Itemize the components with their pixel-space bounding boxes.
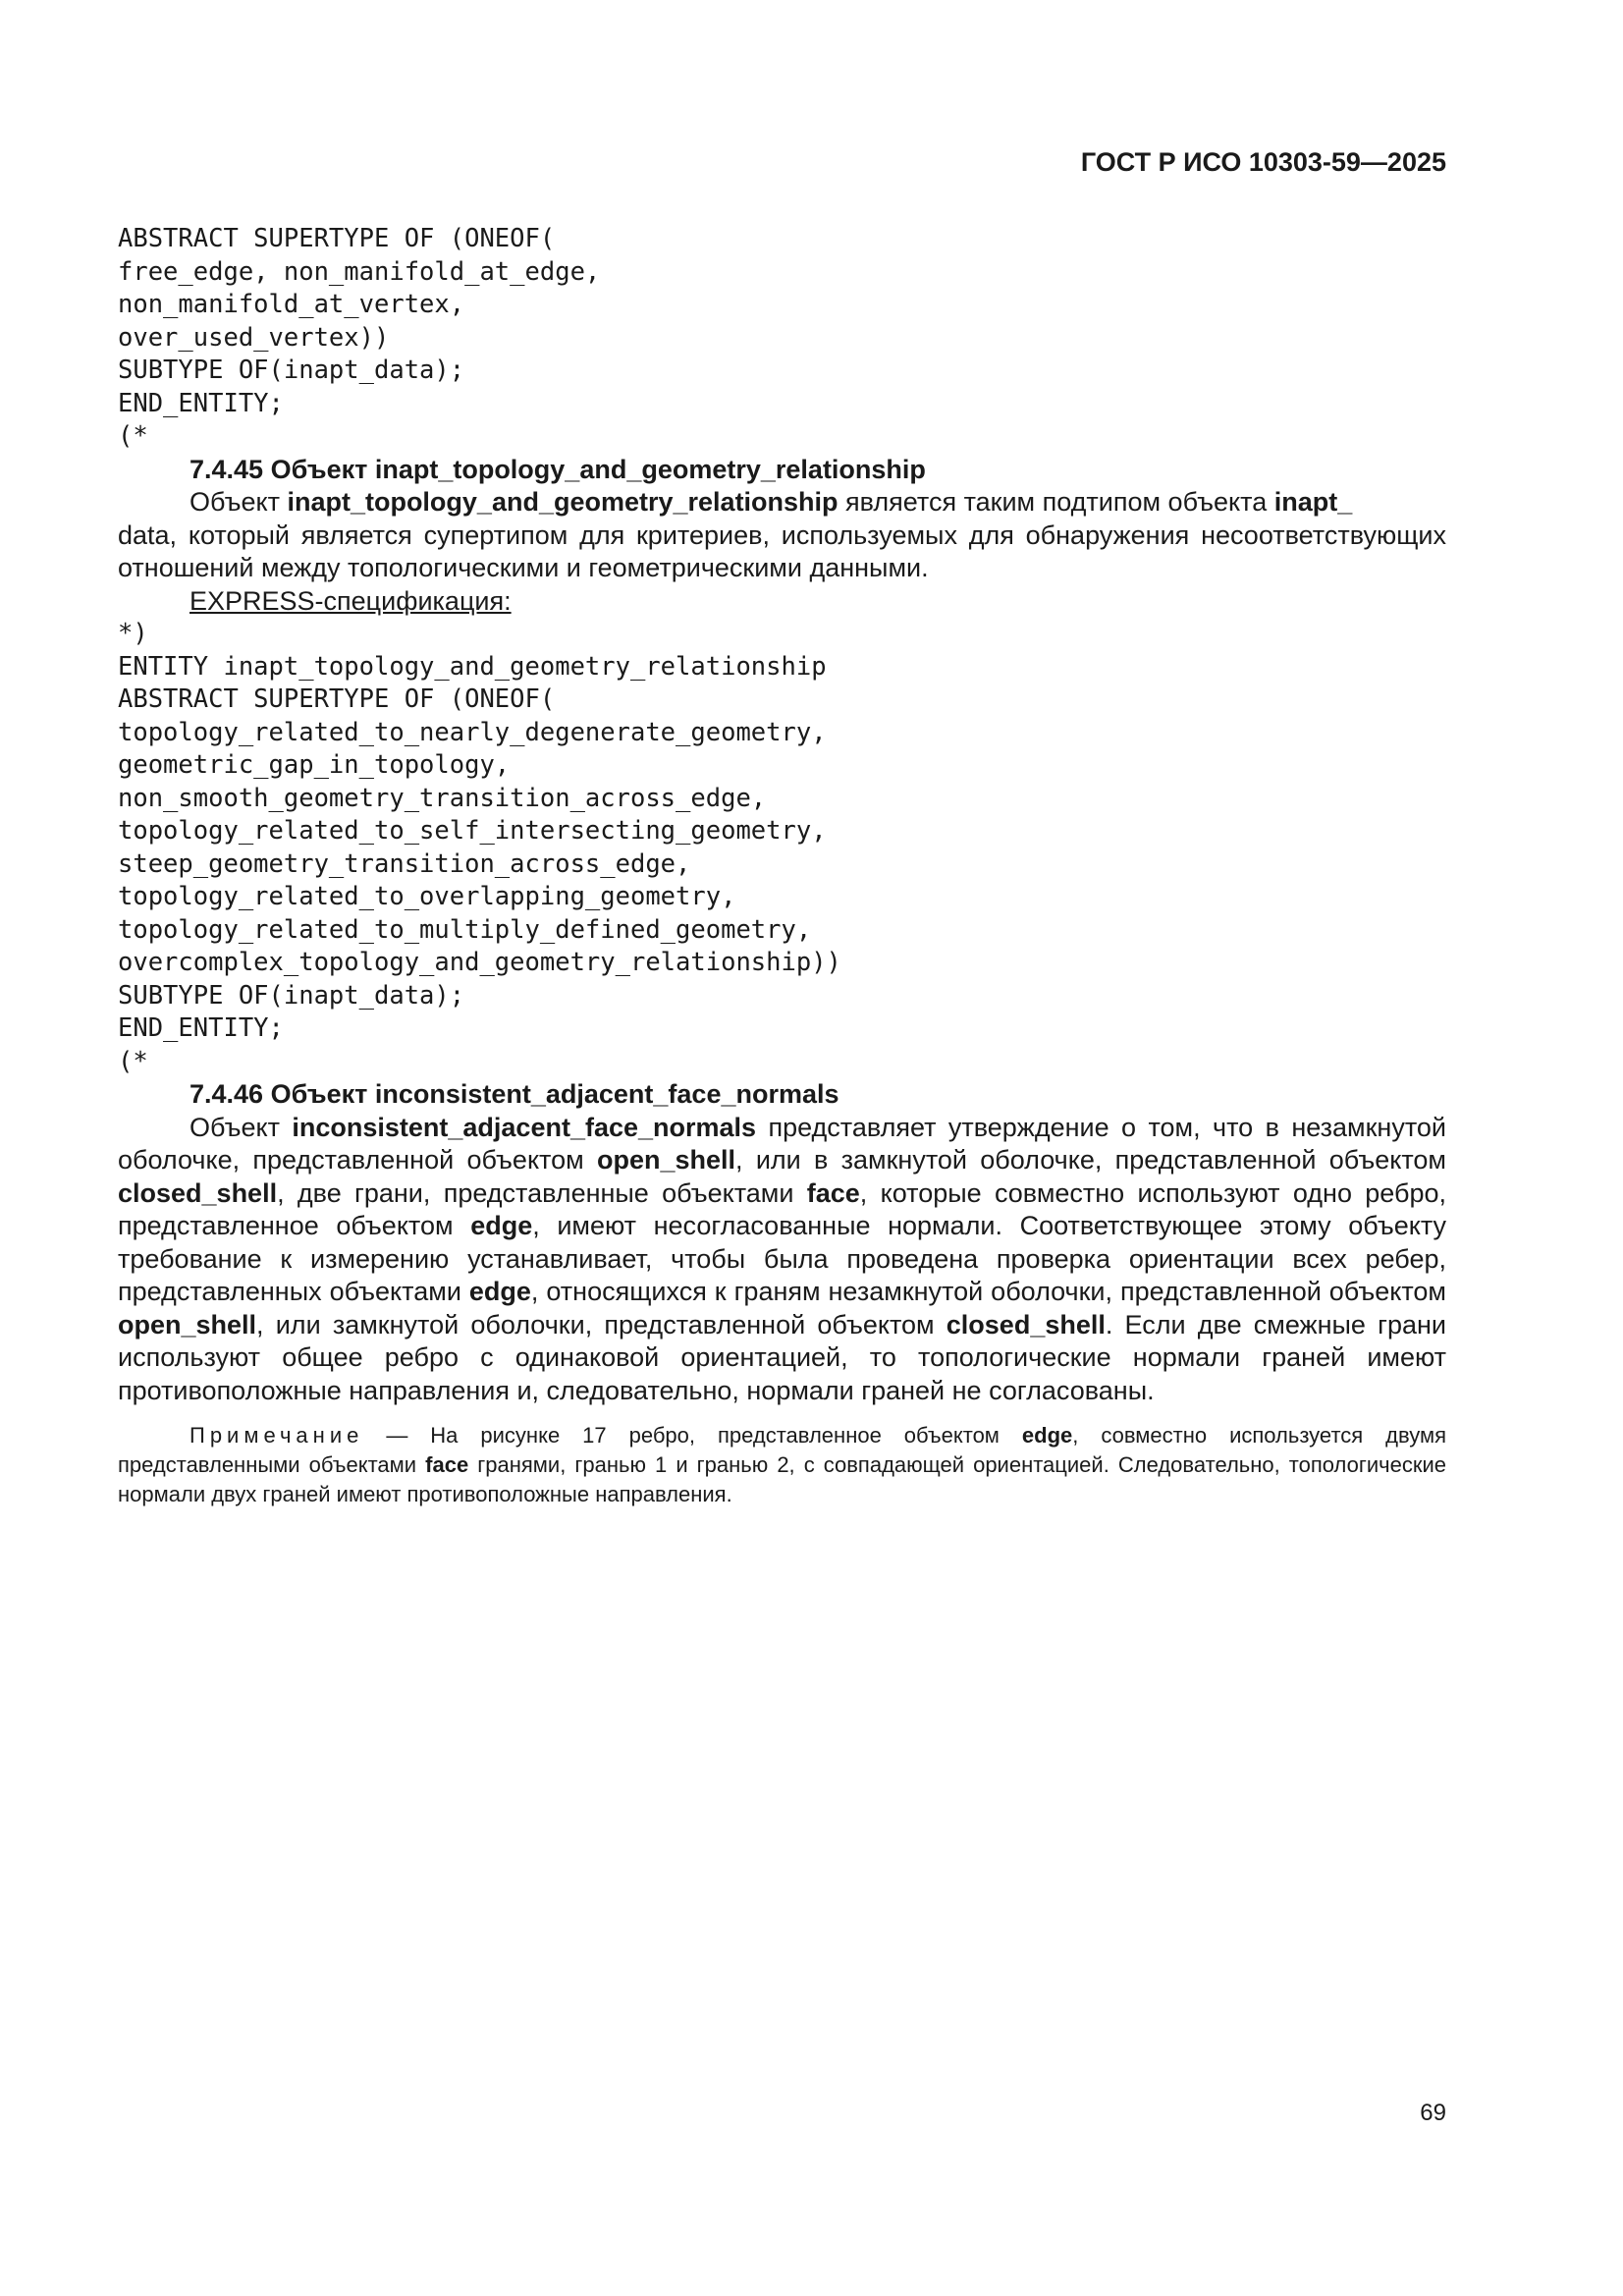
code-line: non_smooth_geometry_transition_across_edge,: [118, 783, 767, 813]
code-line: topology_related_to_nearly_degenerate_geometry,: [118, 717, 827, 747]
code-block-1: [118, 223, 1446, 454]
code-line: SUBTYPE OF(inapt_data);: [118, 980, 465, 1011]
code-line: (*: [118, 1046, 148, 1076]
text-span: , имеют несогласованные нормали. Соответствующее этому объекту требование к измерению устанавливает, чтобы была проведена проверка ориентации всех ребер, представленных объектами: [118, 1211, 1446, 1306]
code-block-2: [118, 618, 1446, 1078]
entity-name: edge: [470, 1211, 533, 1240]
text-span: , которые совместно используют одно ребро, представленное объектом: [118, 1177, 1446, 1240]
note-paragraph: [118, 1421, 1446, 1509]
page-number: 69: [1420, 2100, 1446, 2126]
entity-name: edge: [468, 1277, 531, 1306]
text-span: , или замкнутой оболочки, представленной объектом: [256, 1309, 947, 1339]
note-label: Примечание: [189, 1423, 364, 1448]
text-span: является таким подтипом объекта: [838, 487, 1274, 517]
page-body: [118, 223, 1446, 1509]
entity-name: inconsistent_adjacent_face_normals: [292, 1112, 757, 1142]
entity-name: edge: [1021, 1423, 1073, 1448]
code-line: END_ENTITY;: [118, 1013, 284, 1043]
code-line: topology_related_to_self_intersecting_geometry,: [118, 816, 827, 846]
code-line: (*: [118, 421, 148, 451]
section-7-4-46-paragraph: [118, 1112, 1446, 1408]
text-span: , или в замкнутой оболочке, представленной объектом: [735, 1145, 1446, 1175]
entity-name: closed_shell: [118, 1177, 278, 1208]
entity-name: face: [425, 1452, 469, 1477]
text-span: Объект: [189, 1112, 293, 1142]
text-span: представляет утверждение о том, что в незамкнутой оболочке, представленной объектом: [118, 1112, 1446, 1175]
code-line: ABSTRACT SUPERTYPE OF (ONEOF(: [118, 684, 556, 714]
section-7-4-45-paragraph: [118, 486, 1446, 585]
section-heading-7-4-45: 7.4.45 Объект inapt_topology_and_geometry_relationship: [189, 454, 926, 484]
code-line: over_used_vertex)): [118, 322, 390, 353]
code-line: topology_related_to_multiply_defined_geometry,: [118, 914, 812, 945]
entity-name: face: [806, 1177, 860, 1208]
code-line: ABSTRACT SUPERTYPE OF (ONEOF(: [118, 224, 556, 253]
code-line: *): [118, 619, 148, 648]
page-header: ГОСТ Р ИСО 10303-59—2025: [1080, 147, 1446, 177]
text-span: . Если две смежные грани используют общее ребро с одинаковой ориентацией, то топологические нормали граней имеют противоположные направления и, следовательно, нормали граней не согласованы.: [118, 1309, 1446, 1405]
express-spec-label: [118, 585, 1446, 619]
code-line: steep_geometry_transition_across_edge,: [118, 848, 691, 879]
entity-name: closed_shell: [946, 1309, 1106, 1339]
text-span: , относящихся к граням незамкнутой оболочки, представленной объектом: [530, 1277, 1446, 1306]
code-line: ENTITY inapt_topology_and_geometry_relationship: [118, 651, 827, 682]
text-span: , совместно используется двумя представленными объектами: [118, 1423, 1446, 1477]
code-line: topology_related_to_overlapping_geometry,: [118, 882, 736, 911]
code-line: geometric_gap_in_topology,: [118, 750, 511, 780]
code-line: non_manifold_at_vertex,: [118, 290, 465, 319]
section-heading-7-4-46: 7.4.46 Объект inconsistent_adjacent_face_normals: [189, 1079, 839, 1109]
code-line: END_ENTITY;: [118, 388, 284, 418]
text-span: гранями, гранью 1 и гранью 2, с совпадающей ориентацией. Следовательно, топологические нормали двух граней имеют противоположные направления.: [118, 1452, 1447, 1506]
text-span: , две грани, представленные объектами: [277, 1177, 807, 1208]
code-line: free_edge, non_manifold_at_edge,: [118, 256, 601, 287]
text-span: Объект: [189, 487, 288, 517]
code-line: overcomplex_topology_and_geometry_relationship)): [118, 948, 841, 977]
text-span: — На рисунке 17 ребро, представленное объектом: [363, 1423, 1022, 1448]
entity-name: open_shell: [596, 1145, 736, 1175]
express-spec-label-text: EXPRESS-спецификация:: [189, 585, 512, 616]
code-line: SUBTYPE OF(inapt_data);: [118, 355, 465, 385]
entity-name: inapt_: [1273, 487, 1353, 517]
entity-name: open_shell: [118, 1309, 257, 1339]
text-span: data, который является супертипом для критериев, используемых для обнаружения несоответствующих отношений между топологическими и геометрическими данными.: [118, 519, 1446, 582]
entity-name: inapt_topology_and_geometry_relationship: [287, 487, 839, 517]
